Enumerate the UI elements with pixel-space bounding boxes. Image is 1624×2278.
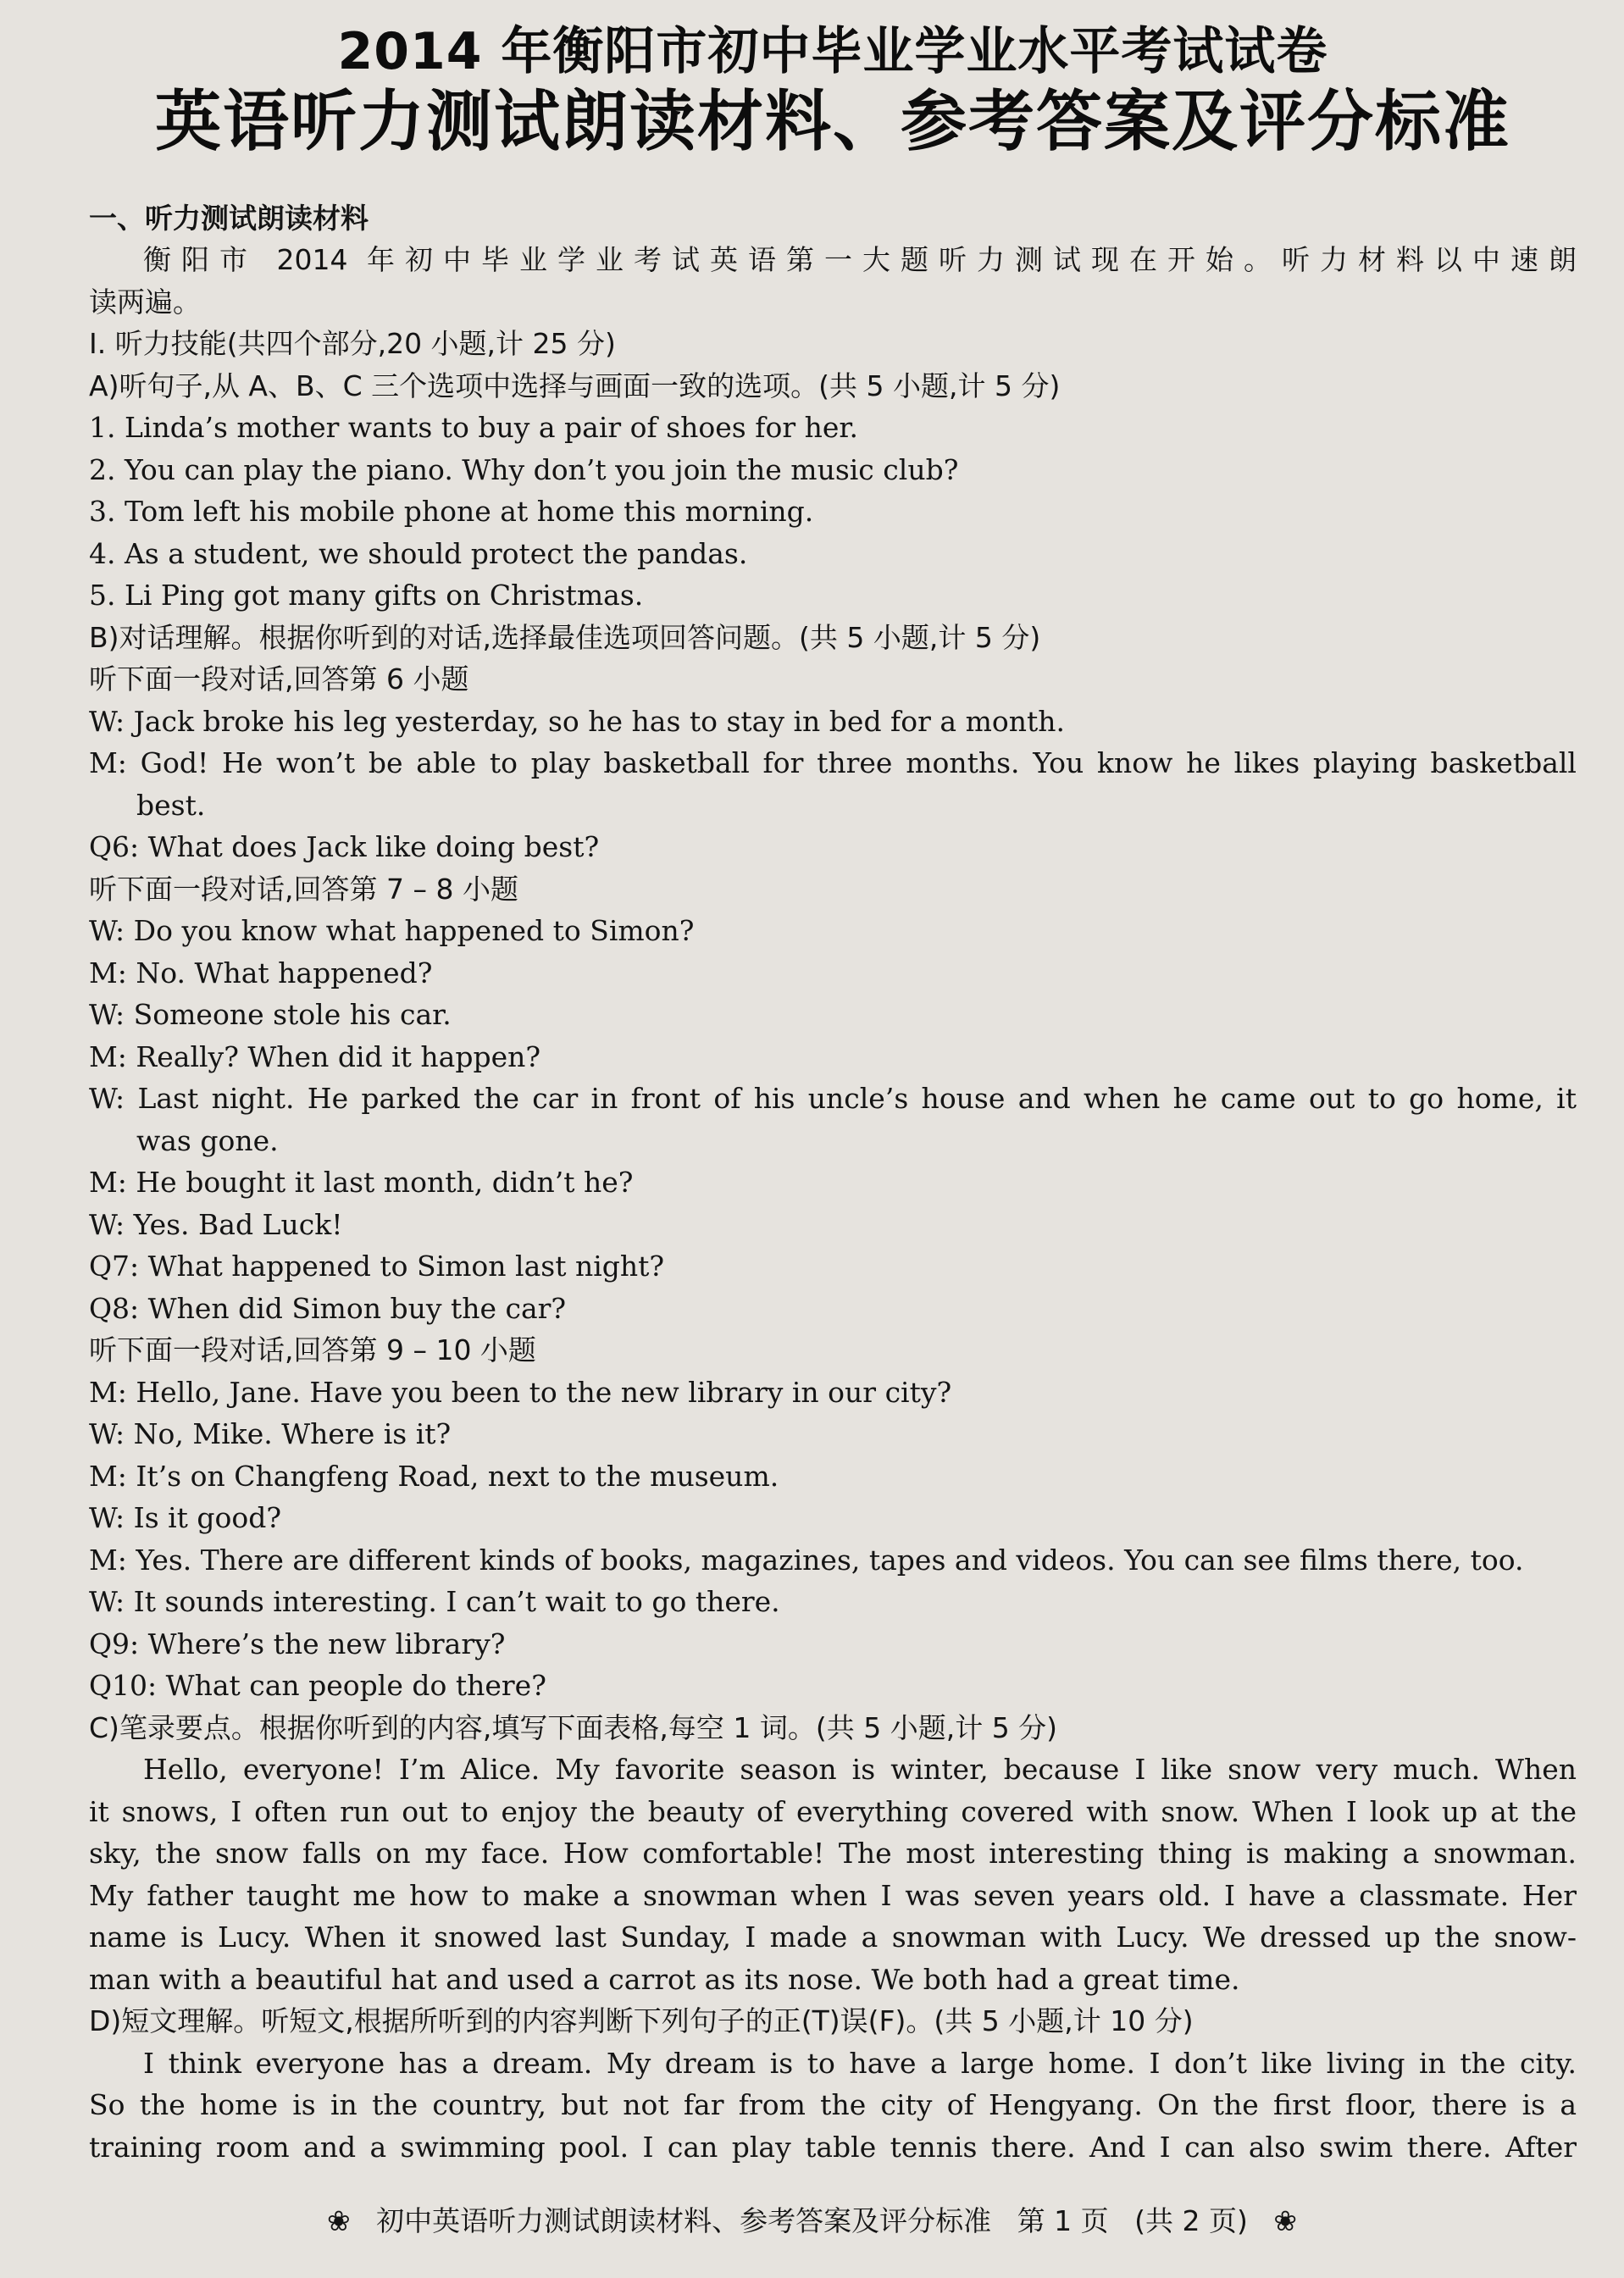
passage-line: training room and a swimming pool. I can play table tennis there. And I can also swim there. After [89, 2130, 1577, 2164]
question-line: Q7: What happened to Simon last night? [89, 1250, 665, 1283]
section-heading: 一、听力测试朗读材料 [89, 201, 369, 235]
dialog-line: M: It’s on Changfeng Road, next to the museum. [89, 1459, 779, 1493]
part-heading: Ⅰ. 听力技能(共四个部分,20 小题,计 25 分) [89, 327, 616, 361]
intro-text: 读两遍。 [89, 285, 201, 319]
passage-line: man with a beautiful hat and used a carrot as its nose. We both had a great time. [89, 1962, 1240, 1996]
dialog-line: W: Is it good? [89, 1501, 282, 1535]
footer-text: 初中英语听力测试朗读材料、参考答案及评分标准 [376, 2204, 992, 2237]
question-line: Q9: Where’s the new library? [89, 1627, 506, 1660]
dialog-heading: 听下面一段对话,回答第 9 – 10 小题 [89, 1333, 536, 1367]
passage-line: Hello, everyone! I’m Alice. My favorite season is winter, because I like snow very much. When [143, 1753, 1577, 1787]
part-c-heading: C)笔录要点。根据你听到的内容,填写下面表格,每空 1 词。(共 5 小题,计 5 分) [89, 1710, 1058, 1744]
dialog-line: M: God! He won’t be able to play basketball for three months. You know he likes playing basketball [89, 746, 1577, 780]
flower-ornament-icon: ❀ [326, 2204, 351, 2237]
document-body [89, 197, 1577, 2169]
passage-line: it snows, I often run out to enjoy the beauty of everything covered with snow. When I look up at the [89, 1794, 1577, 1828]
question-line: Q8: When did Simon buy the car? [89, 1291, 567, 1325]
document-title-line1: 2014 年衡阳市初中毕业学业水平考试试卷 [337, 22, 1328, 81]
dialog-line: M: No. What happened? [89, 956, 433, 989]
question-line: Q6: What does Jack like doing best? [89, 830, 600, 864]
sentence-item: 2. You can play the piano. Why don’t you join the music club? [89, 452, 959, 486]
dialog-line: W: Do you know what happened to Simon? [89, 914, 695, 948]
dialog-line: W: Someone stole his car. [89, 998, 452, 1032]
passage-line: I think everyone has a dream. My dream is to have a large home. I don’t like living in the city. [143, 2046, 1577, 2080]
sentence-item: 5. Li Ping got many gifts on Christmas. [89, 579, 644, 612]
page-number: 第 1 页 [1017, 2204, 1109, 2237]
document-title-line2: 英语听力测试朗读材料、参考答案及评分标准 [154, 84, 1510, 161]
dialog-heading: 听下面一段对话,回答第 6 小题 [89, 662, 469, 696]
part-d-heading: D)短文理解。听短文,根据所听到的内容判断下列句子的正(T)误(F)。(共 5 小题,计 10 分) [89, 2004, 1194, 2038]
part-b-heading: B)对话理解。根据你听到的对话,选择最佳选项回答问题。(共 5 小题,计 5 分) [89, 620, 1041, 654]
dialog-line: W: Jack broke his leg yesterday, so he has to stay in bed for a month. [89, 704, 1065, 738]
dialog-line: M: He bought it last month, didn’t he? [89, 1166, 634, 1200]
sentence-item: 4. As a student, we should protect the pandas. [89, 536, 748, 570]
dialog-line: M: Yes. There are different kinds of books, magazines, tapes and videos. You can see films there, too. [89, 1543, 1524, 1577]
passage-line: sky, the snow falls on my face. How comfortable! The most interesting thing is making a snowman. [89, 1837, 1577, 1871]
page-total: (共 2 页) [1134, 2204, 1248, 2237]
passage-line: So the home is in the country, but not far from the city of Hengyang. On the first floor, there is a [89, 2088, 1577, 2122]
flower-ornament-icon: ❀ [1273, 2204, 1298, 2237]
dialog-line: best. [136, 788, 206, 822]
intro-text: 衡阳市 2014 年初中毕业学业考试英语第一大题听力测试现在开始。听力材料以中速朗 [143, 243, 1577, 277]
dialog-line: W: Last night. He parked the car in front of his uncle’s house and when he came out to go home, it [89, 1082, 1577, 1116]
dialog-line: W: It sounds interesting. I can’t wait to go there. [89, 1585, 780, 1619]
page-footer [0, 2199, 1624, 2239]
dialog-line: W: Yes. Bad Luck! [89, 1207, 343, 1241]
dialog-line: M: Really? When did it happen? [89, 1039, 541, 1073]
dialog-line: M: Hello, Jane. Have you been to the new library in our city? [89, 1375, 952, 1409]
passage-line: My father taught me how to make a snowman when I was seven years old. I have a classmate. Her [89, 1878, 1577, 1912]
part-a-heading: A)听句子,从 A、B、C 三个选项中选择与画面一致的选项。(共 5 小题,计 5 分) [89, 369, 1061, 402]
question-line: Q10: What can people do there? [89, 1669, 546, 1703]
dialog-heading: 听下面一段对话,回答第 7 – 8 小题 [89, 872, 518, 906]
dialog-line: W: No, Mike. Where is it? [89, 1417, 452, 1451]
sentence-item: 1. Linda’s mother wants to buy a pair of shoes for her. [89, 411, 858, 445]
passage-line: name is Lucy. When it snowed last Sunday, I made a snowman with Lucy. We dressed up the snow- [89, 1921, 1577, 1954]
dialog-line: was gone. [136, 1123, 279, 1157]
sentence-item: 3. Tom left his mobile phone at home this morning. [89, 495, 814, 529]
